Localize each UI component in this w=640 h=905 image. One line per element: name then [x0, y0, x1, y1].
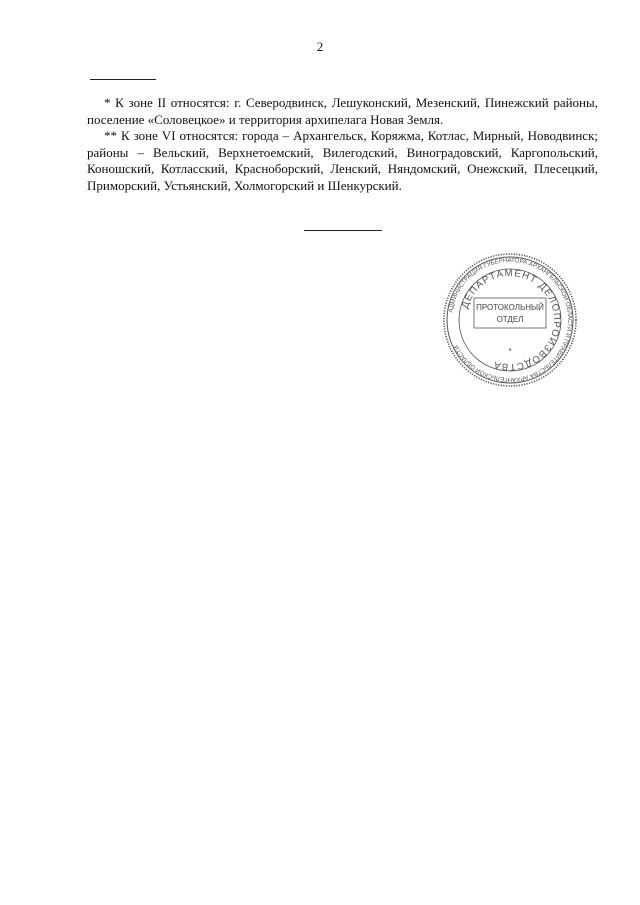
footnote-separator: [90, 79, 156, 80]
stamp-middle-text: ДЕПАРТАМЕНТ ДЕЛОПРОИЗВОДСТВА: [459, 267, 563, 373]
end-separator: [304, 230, 382, 231]
footnote-zone-2: * К зоне II относятся: г. Северодвинск, Лешуконский, Мезенский, Пинежский районы, поселение «Соловецкое» и территория архипелага Новая Земля.: [87, 95, 598, 127]
stamp-star: *: [508, 347, 512, 356]
stamp-outer-text: АДМИНИСТРАЦИЯ ГУБЕРНАТОРА АРХАНГЕЛЬСКОЙ ОБЛАСТИ И ПРАВИТЕЛЬСТВА АРХАНГЕЛЬСКОЙ ОБЛАСТИ: [447, 256, 574, 384]
page-number: 2: [316, 39, 324, 54]
official-stamp: [440, 250, 580, 390]
stamp-center-line2: ОТДЕЛ: [496, 315, 524, 324]
stamp-center-line1: ПРОТОКОЛЬНЫЙ: [476, 303, 544, 312]
footnotes: [87, 95, 598, 195]
footnote-zone-6: ** К зоне VI относятся: города – Архангельск, Коряжма, Котлас, Мирный, Новодвинск; районы – Вельский, Верхнетоемский, Вилегодский, Виноградовский, Каргопольский, Коношский, Котласский, Красноборский, Ленский, Няндомский, Онежский, Плесецкий, Приморский, Устьянский, Холмогорский и Шенкурский.: [87, 128, 598, 193]
